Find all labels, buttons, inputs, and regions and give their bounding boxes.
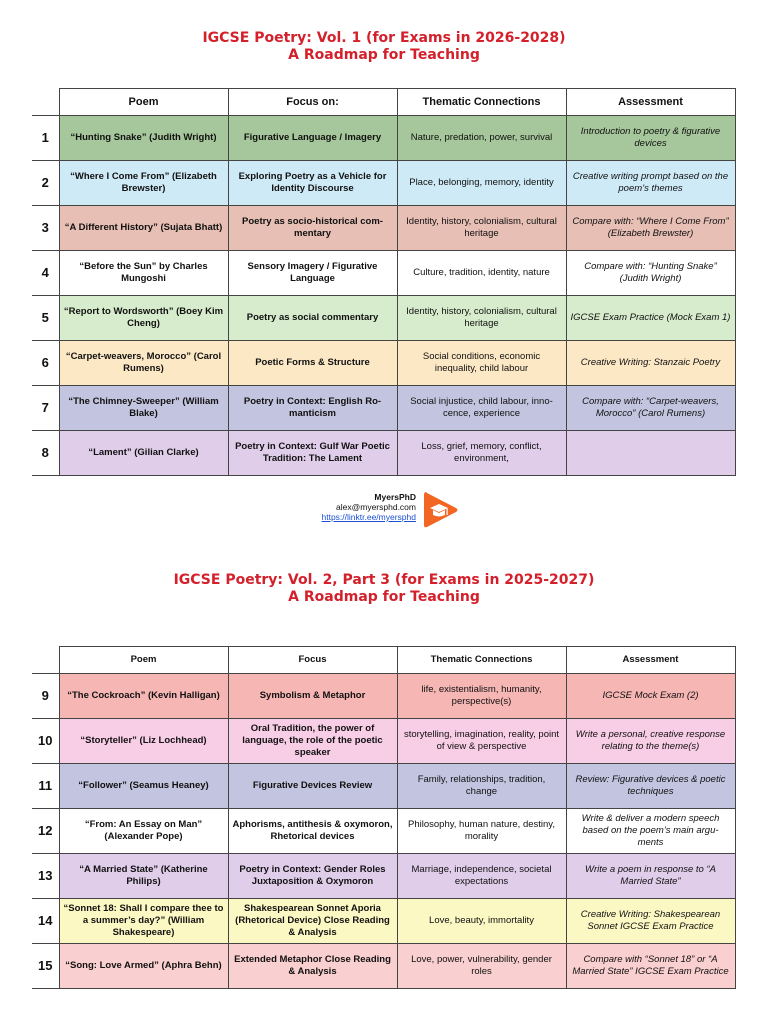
themes-cell: Identity, history, colonialism, cultural heritage — [397, 206, 566, 251]
vol2-header-poem: Poem — [59, 647, 228, 674]
focus-cell: Extended Metaphor Close Reading & Analysis — [228, 944, 397, 989]
themes-cell: Marriage, independence, societal expectations — [397, 854, 566, 899]
focus-cell: Sensory Imagery / Figurative Language — [228, 251, 397, 296]
table-row — [32, 764, 735, 809]
assessment-cell: Compare with: “Carpet-weavers, Morocco” (Carol Rumens) — [566, 386, 735, 431]
themes-cell: Identity, history, colonialism, cultural heritage — [397, 296, 566, 341]
vol2-title — [0, 572, 768, 606]
vol2-header-themes: Thematic Connections — [397, 647, 566, 674]
row-number: 6 — [32, 341, 59, 386]
poem-cell: “The Chimney-Sweeper” (William Blake) — [59, 386, 228, 431]
poem-cell: “Hunting Snake” (Judith Wright) — [59, 116, 228, 161]
vol1-header-assessment: Assessment — [566, 89, 735, 116]
assessment-cell — [566, 431, 735, 476]
themes-cell: Love, beauty, immortality — [397, 899, 566, 944]
focus-cell: Poetry in Context: Gender Roles Juxtaposition & Oxymoron — [228, 854, 397, 899]
vol1-header-themes: Thematic Connections — [397, 89, 566, 116]
table-row — [32, 854, 735, 899]
row-number: 15 — [32, 944, 59, 989]
assessment-cell: IGCSE Mock Exam (2) — [566, 674, 735, 719]
vol2-title-line1: IGCSE Poetry: Vol. 2, Part 3 (for Exams in 2025-2027) — [173, 572, 595, 588]
table-row — [32, 809, 735, 854]
row-number: 9 — [32, 674, 59, 719]
assessment-cell: Introduction to poetry & figurative devices — [566, 116, 735, 161]
vol1-title-line1: IGCSE Poetry: Vol. 1 (for Exams in 2026-2028) — [202, 30, 566, 46]
row-number: 3 — [32, 206, 59, 251]
assessment-cell: Review: Figurative devices & poetic techniques — [566, 764, 735, 809]
table-row — [32, 161, 735, 206]
assessment-cell: Compare with “Sonnet 18” or “A Married State” IGCSE Exam Practice — [566, 944, 735, 989]
focus-cell: Exploring Poetry as a Vehicle for Identity Discourse — [228, 161, 397, 206]
logo-email[interactable]: alex@myersphd.com — [336, 502, 416, 512]
row-number: 5 — [32, 296, 59, 341]
poem-cell: “Follower” (Seamus Heaney) — [59, 764, 228, 809]
poem-cell: “Song: Love Armed” (Aphra Behn) — [59, 944, 228, 989]
focus-cell: Poetry in Context: English Ro-manticism — [228, 386, 397, 431]
table-row — [32, 899, 735, 944]
themes-cell: storytelling, imagination, reality, point of view & perspective — [397, 719, 566, 764]
row-number: 1 — [32, 116, 59, 161]
table-row — [32, 944, 735, 989]
themes-cell: Social conditions, economic inequality, child labour — [397, 341, 566, 386]
focus-cell: Poetry in Context: Gulf War Poetic Tradition: The Lament — [228, 431, 397, 476]
row-number: 13 — [32, 854, 59, 899]
focus-cell: Poetic Forms & Structure — [228, 341, 397, 386]
assessment-cell: Write a poem in response to “A Married State” — [566, 854, 735, 899]
themes-cell: Family, relationships, tradition, change — [397, 764, 566, 809]
table-row — [32, 251, 735, 296]
assessment-cell: Creative writing prompt based on the poem’s themes — [566, 161, 735, 206]
poem-cell: “The Cockroach” (Kevin Halligan) — [59, 674, 228, 719]
table-row — [32, 206, 735, 251]
poem-cell: “Sonnet 18: Shall I compare thee to a summer’s day?” (William Shakespeare) — [59, 899, 228, 944]
poem-cell: “From: An Essay on Man” (Alexander Pope) — [59, 809, 228, 854]
themes-cell: Social injustice, child labour, inno-cence, experience — [397, 386, 566, 431]
vol2-roadmap-table — [32, 646, 736, 989]
poem-cell: “A Different History” (Sujata Bhatt) — [59, 206, 228, 251]
focus-cell: Shakespearean Sonnet Aporia (Rhetorical Device) Close Reading & Analysis — [228, 899, 397, 944]
myersphd-logo — [300, 490, 460, 530]
themes-cell: Loss, grief, memory, conflict, environment, — [397, 431, 566, 476]
vol1-header-poem: Poem — [59, 89, 228, 116]
logo-text — [322, 492, 417, 522]
focus-cell: Symbolism & Metaphor — [228, 674, 397, 719]
themes-cell: life, existentialism, humanity, perspective(s) — [397, 674, 566, 719]
themes-cell: Culture, tradition, identity, nature — [397, 251, 566, 296]
themes-cell: Place, belonging, memory, identity — [397, 161, 566, 206]
vol1-title — [0, 30, 768, 64]
vol1-title-line2: A Roadmap for Teaching — [288, 47, 480, 63]
row-number: 12 — [32, 809, 59, 854]
vol2-header-assessment: Assessment — [566, 647, 735, 674]
vol1-header-focus: Focus on: — [228, 89, 397, 116]
row-number: 14 — [32, 899, 59, 944]
vol1-roadmap-table — [32, 88, 736, 476]
table-row — [32, 386, 735, 431]
vol2-header-num — [32, 647, 59, 674]
focus-cell: Oral Tradition, the power of language, the role of the poetic speaker — [228, 719, 397, 764]
logo-link[interactable]: https://linktr.ee/myersphd — [321, 512, 416, 522]
assessment-cell: IGCSE Exam Practice (Mock Exam 1) — [566, 296, 735, 341]
poem-cell: “A Married State” (Katherine Philips) — [59, 854, 228, 899]
poem-cell: “Before the Sun” by Charles Mungoshi — [59, 251, 228, 296]
table-row — [32, 719, 735, 764]
table-row — [32, 674, 735, 719]
table-row — [32, 116, 735, 161]
poem-cell: “Carpet-weavers, Morocco” (Carol Rumens) — [59, 341, 228, 386]
vol1-header-num — [32, 89, 59, 116]
poem-cell: “Lament” (Gilian Clarke) — [59, 431, 228, 476]
focus-cell: Aphorisms, antithesis & oxymoron, Rhetorical devices — [228, 809, 397, 854]
focus-cell: Poetry as socio-historical com-mentary — [228, 206, 397, 251]
themes-cell: Nature, predation, power, survival — [397, 116, 566, 161]
row-number: 2 — [32, 161, 59, 206]
focus-cell: Figurative Language / Imagery — [228, 116, 397, 161]
row-number: 4 — [32, 251, 59, 296]
table-row — [32, 296, 735, 341]
row-number: 7 — [32, 386, 59, 431]
assessment-cell: Creative Writing: Stanzaic Poetry — [566, 341, 735, 386]
row-number: 8 — [32, 431, 59, 476]
logo-brand: MyersPhD — [374, 492, 416, 502]
poem-cell: “Storyteller” (Liz Lochhead) — [59, 719, 228, 764]
assessment-cell: Write a personal, creative response relating to the theme(s) — [566, 719, 735, 764]
vol2-header-focus: Focus — [228, 647, 397, 674]
themes-cell: Philosophy, human nature, destiny, morality — [397, 809, 566, 854]
poem-cell: “Where I Come From” (Elizabeth Brewster) — [59, 161, 228, 206]
row-number: 11 — [32, 764, 59, 809]
row-number: 10 — [32, 719, 59, 764]
vol2-title-line2: A Roadmap for Teaching — [288, 589, 480, 605]
focus-cell: Figurative Devices Review — [228, 764, 397, 809]
assessment-cell: Write & deliver a modern speech based on the poem’s main argu-ments — [566, 809, 735, 854]
focus-cell: Poetry as social commentary — [228, 296, 397, 341]
table-row — [32, 341, 735, 386]
table-row — [32, 431, 735, 476]
assessment-cell: Compare with: “Where I Come From” (Elizabeth Brewster) — [566, 206, 735, 251]
play-graduation-cap-icon — [420, 490, 460, 530]
assessment-cell: Compare with: “Hunting Snake” (Judith Wright) — [566, 251, 735, 296]
themes-cell: Love, power, vulnerability, gender roles — [397, 944, 566, 989]
poem-cell: “Report to Wordsworth” (Boey Kim Cheng) — [59, 296, 228, 341]
assessment-cell: Creative Writing: Shakespearean Sonnet IGCSE Exam Practice — [566, 899, 735, 944]
